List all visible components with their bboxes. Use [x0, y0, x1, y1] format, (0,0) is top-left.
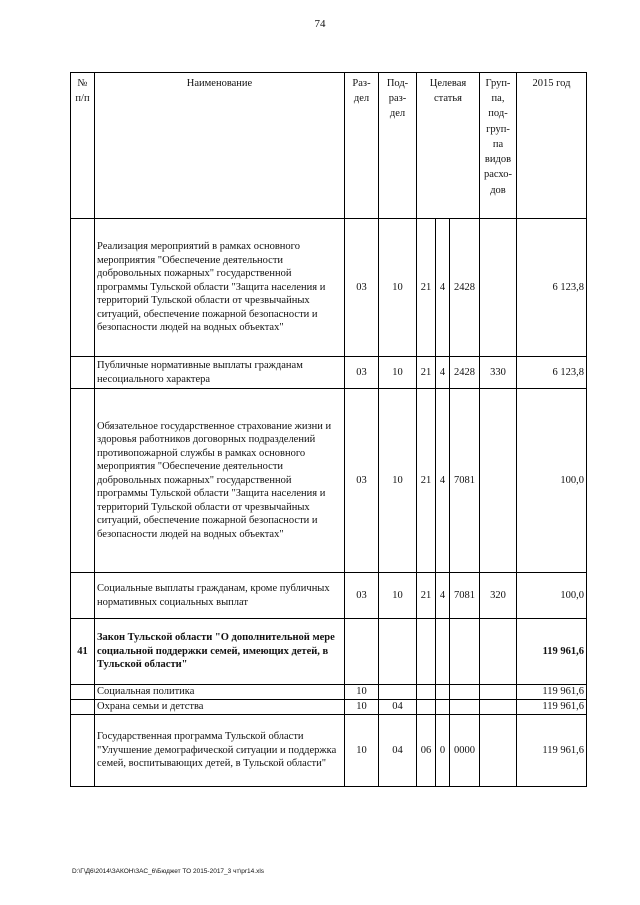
cell-subsection: 10	[379, 357, 417, 389]
table-row	[71, 619, 587, 685]
cell-number	[71, 700, 95, 715]
cell-target-code: 7081	[450, 389, 480, 573]
cell-name: Закон Тульской области "О дополнительной мере социальной поддержки семей, имеющих детей, в Тульской области"	[95, 619, 345, 685]
cell-section: 10	[345, 715, 379, 787]
cell-section: 03	[345, 357, 379, 389]
header-name: Наименование	[95, 73, 345, 219]
cell-expense-group	[480, 219, 517, 357]
cell-target-program: 21	[417, 573, 436, 619]
cell-target-subprogram: 4	[436, 389, 450, 573]
cell-name: Социальные выплаты гражданам, кроме публичных нормативных социальных выплат	[95, 573, 345, 619]
cell-target-code: 2428	[450, 357, 480, 389]
cell-target-subprogram: 4	[436, 573, 450, 619]
cell-amount: 6 123,8	[517, 219, 587, 357]
cell-target-code: 7081	[450, 573, 480, 619]
cell-subsection: 10	[379, 389, 417, 573]
cell-section	[345, 619, 379, 685]
cell-target-program: 06	[417, 715, 436, 787]
cell-amount: 119 961,6	[517, 619, 587, 685]
cell-target-program: 21	[417, 219, 436, 357]
cell-target-program: 21	[417, 357, 436, 389]
cell-number	[71, 685, 95, 700]
cell-subsection	[379, 685, 417, 700]
cell-name: Публичные нормативные выплаты гражданам несоциального характера	[95, 357, 345, 389]
cell-amount: 119 961,6	[517, 700, 587, 715]
cell-section: 03	[345, 389, 379, 573]
table-row	[71, 700, 587, 715]
cell-subsection: 04	[379, 700, 417, 715]
cell-expense-group: 320	[480, 573, 517, 619]
cell-number	[71, 389, 95, 573]
cell-number	[71, 219, 95, 357]
cell-section: 10	[345, 700, 379, 715]
header-section: Раз- дел	[345, 73, 379, 219]
cell-expense-group	[480, 685, 517, 700]
cell-number	[71, 357, 95, 389]
header-target-article: Целевая статья	[417, 73, 480, 219]
page-number: 74	[314, 18, 326, 30]
cell-target-subprogram: 4	[436, 357, 450, 389]
cell-name: Охрана семьи и детства	[95, 700, 345, 715]
cell-amount: 100,0	[517, 389, 587, 573]
cell-target-code: 0000	[450, 715, 480, 787]
cell-amount: 6 123,8	[517, 357, 587, 389]
table-row	[71, 685, 587, 700]
cell-target-subprogram	[436, 685, 450, 700]
cell-subsection	[379, 619, 417, 685]
cell-name: Социальная политика	[95, 685, 345, 700]
cell-subsection: 10	[379, 573, 417, 619]
header-number: № п/п	[71, 73, 95, 219]
cell-number	[71, 715, 95, 787]
header-year-2015: 2015 год	[517, 73, 587, 219]
table-row	[71, 357, 587, 389]
cell-expense-group: 330	[480, 357, 517, 389]
cell-name: Обязательное государственное страхование жизни и здоровья работников договорных подразделений противопожарной службы в рамках основного мероприятия "Обеспечение деятельности добровольных пожарных" государственной программы Тульской области "Защита населения и территорий Тульской области от чрезвычайных ситуаций, обеспечение пожарной безопасности и безопасности людей на водных объектах"	[95, 389, 345, 573]
cell-name: Государственная программа Тульской области "Улучшение демографической ситуации и поддержка семей, воспитывающих детей, в Тульской области"	[95, 715, 345, 787]
cell-target-subprogram: 4	[436, 219, 450, 357]
table-header-row	[71, 73, 587, 219]
cell-target-program	[417, 700, 436, 715]
cell-expense-group	[480, 619, 517, 685]
cell-number	[71, 573, 95, 619]
cell-subsection: 04	[379, 715, 417, 787]
header-expense-group: Груп- па, под- груп- па видов расхо- дов	[480, 73, 517, 219]
cell-section: 03	[345, 573, 379, 619]
table-row	[71, 715, 587, 787]
cell-amount: 119 961,6	[517, 715, 587, 787]
cell-target-program	[417, 685, 436, 700]
cell-target-code: 2428	[450, 219, 480, 357]
cell-target-subprogram: 0	[436, 715, 450, 787]
cell-target-code	[450, 700, 480, 715]
cell-name: Реализация мероприятий в рамках основного мероприятия "Обеспечение деятельности добровольных пожарных" государственной программы Тульской области "Защита населения и территорий Тульской области от чрезвычайных ситуаций, обеспечение пожарной безопасности и безопасности людей на водных объектах"	[95, 219, 345, 357]
cell-section: 10	[345, 685, 379, 700]
footer-file-path: D:\Г\Д6\2014\ЗАКОН\ЗАС_6\Бюджет ТО 2015-2017_3 чт\pr14.xls	[72, 868, 265, 875]
cell-target-subprogram	[436, 619, 450, 685]
cell-target-code	[450, 685, 480, 700]
cell-amount: 119 961,6	[517, 685, 587, 700]
table-row	[71, 389, 587, 573]
budget-table	[70, 72, 587, 787]
cell-target-subprogram	[436, 700, 450, 715]
cell-expense-group	[480, 715, 517, 787]
table-row	[71, 573, 587, 619]
cell-subsection: 10	[379, 219, 417, 357]
table-row	[71, 219, 587, 357]
header-subsection: Под- раз- дел	[379, 73, 417, 219]
cell-target-code	[450, 619, 480, 685]
cell-expense-group	[480, 700, 517, 715]
cell-amount: 100,0	[517, 573, 587, 619]
cell-expense-group	[480, 389, 517, 573]
cell-section: 03	[345, 219, 379, 357]
cell-target-program	[417, 619, 436, 685]
cell-number: 41	[71, 619, 95, 685]
cell-target-program: 21	[417, 389, 436, 573]
